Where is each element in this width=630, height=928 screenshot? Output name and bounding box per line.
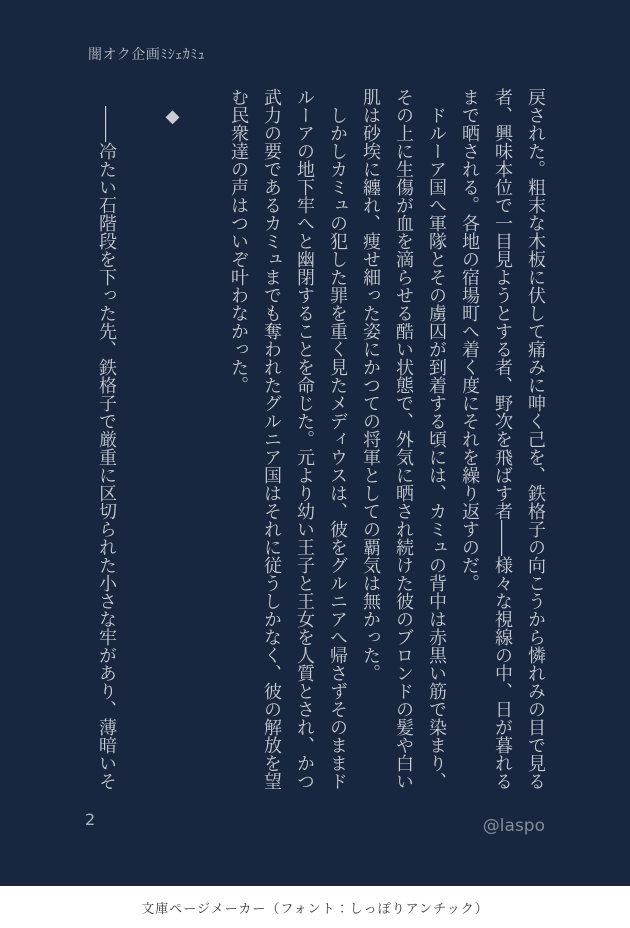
body-text bbox=[90, 88, 552, 793]
header-title: 闇オク企画ﾐｼｪｶﾐｭ bbox=[88, 47, 206, 63]
footer-caption: 文庫ページメーカー（フォント：しっぽりアンチック） bbox=[141, 901, 489, 917]
paragraph-1: 戻された。粗末な木板に伏して痛みに呻く己を、鉄格子の向こうから憐れみの目で見る者、興味本位で一目見ようとする者、野次を飛ばす者――様々な視線の中、日が暮れるまで晒される。各地の宿場町へ着く度にそれを繰り返すのだ。 bbox=[459, 88, 546, 790]
footer-bar bbox=[0, 886, 630, 928]
page-number: 2 bbox=[85, 810, 96, 829]
section-divider-diamond: ◆ bbox=[162, 88, 183, 127]
author-credit: @laspo bbox=[482, 816, 545, 836]
blank-line bbox=[189, 88, 222, 793]
blank-line bbox=[123, 88, 156, 793]
paragraph-4: ――冷たい石階段を下った先、鉄格子で厳重に区切られた小さな牢があり、薄暗いそ bbox=[96, 88, 117, 790]
paragraph-3: しかしカミュの犯した罪を重く見たメディウスは、彼をグルニアへ帰さずそのままドルーアの地下牢へと幽閉することを命じた。元より幼い王子と王女を人質とされ、かつ武力の要であるカミュまでも奪われたグルニア国はそれに従うしかなく、彼の解放を望む民衆達の声はついぞ叶わなかった。 bbox=[228, 88, 348, 790]
paragraph-2: ドルーア国へ軍隊とその虜囚が到着する頃には、カミュの背中は赤黒い筋で染まり、その上に生傷が血を滴らせる酷い状態で、外気に晒され続けた彼のブロンドの髪や白い肌は砂埃に纏れ、痩せ細った姿にかつての将軍としての覇気は無かった。 bbox=[360, 88, 447, 790]
